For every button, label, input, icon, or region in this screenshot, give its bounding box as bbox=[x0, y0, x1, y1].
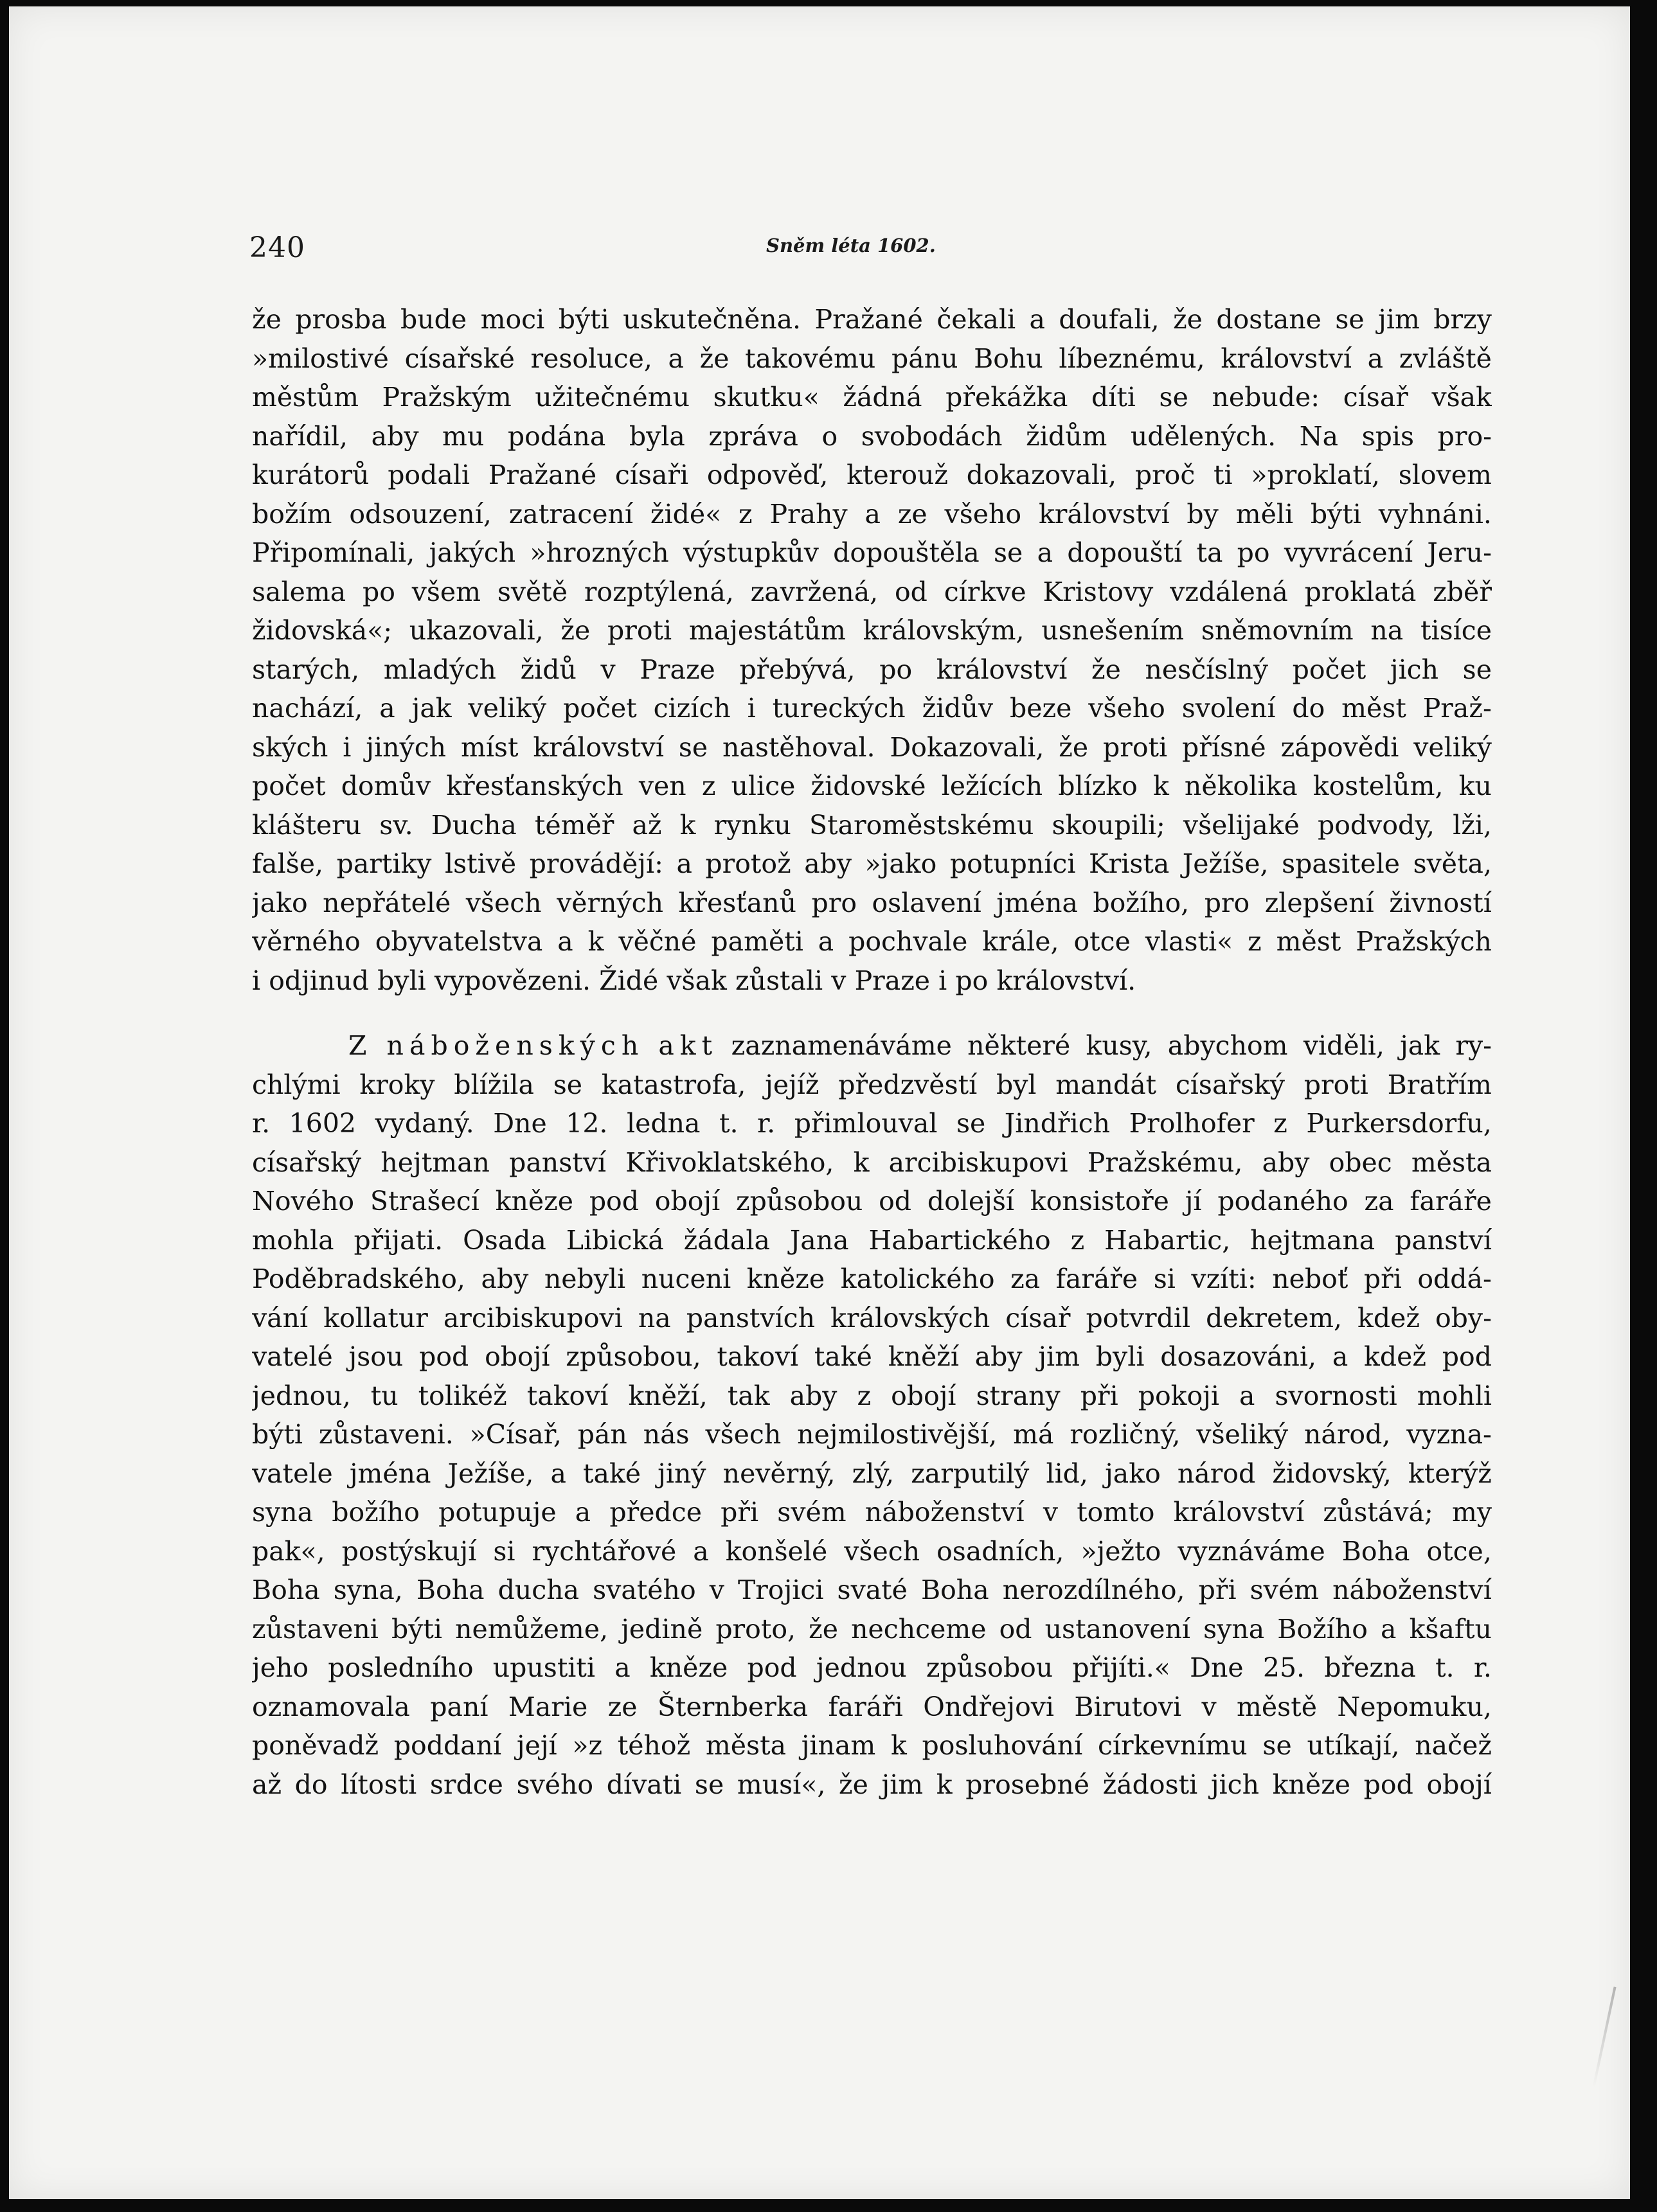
text-line: vatele jména Ježíše, a také jiný nevěrný, zlý, zarputilý lid, jako národ židovský, kterýž bbox=[252, 1458, 1492, 1489]
text-line bbox=[252, 1026, 1492, 1066]
text-line: že prosba bude moci býti uskutečněna. Pražané čekali a doufali, že dostane se jim brzy bbox=[252, 304, 1492, 335]
text-line: počet domův křesťanských ven z ulice židovské ležících blízko k několika kostelům, ku bbox=[252, 771, 1492, 801]
text-line: »milostivé císařské resoluce, a že takovému pánu Bohu líbeznému, království a zvláště bbox=[252, 343, 1492, 374]
text-line: Připomínali, jakých »hrozných výstupkův dopouštěla se a dopouští ta po vyvrácení Jeru- bbox=[252, 537, 1492, 568]
text-line: Nového Strašecí kněze pod obojí způsobou od dolejší konsistoře jí podaného za faráře bbox=[252, 1186, 1492, 1217]
text-line: božím odsouzení, zatracení židé« z Prahy a ze všeho království by měli býti vyhnáni. bbox=[252, 498, 1492, 530]
text-line: kurátorů podali Pražané císaři odpověď, kterouž dokazovali, proč ti »proklatí, slovem bbox=[252, 459, 1492, 490]
text-line: r. 1602 vydaný. Dne 12. ledna t. r. přimlouval se Jindřich Prolhofer z Purkersdorfu, bbox=[252, 1108, 1492, 1139]
text-line: židovská«; ukazovali, že proti majestátům královským, usnešením sněmovním na tisíce bbox=[252, 615, 1492, 646]
pencil-mark bbox=[1592, 1986, 1616, 2087]
text-line: jeho posledního upustiti a kněze pod jednou způsobou přijíti.« Dne 25. března t. r. bbox=[252, 1652, 1492, 1683]
body-text bbox=[252, 300, 1492, 1804]
text-line: věrného obyvatelstva a k věčné paměti a pochvale krále, otce vlasti« z měst Pražských bbox=[252, 926, 1492, 957]
text-line: klášteru sv. Ducha téměř až k rynku Staroměstskému skoupili; všelijaké podvody, lži, bbox=[252, 809, 1492, 841]
line-rest: zaznamenáváme některé kusy, abychom viděli, jak ry- bbox=[731, 1030, 1492, 1061]
text-line: vání kollatur arcibiskupovi na panstvích královských císař potvrdil dekretem, kdež oby- bbox=[252, 1302, 1492, 1333]
text-line: zůstaveni býti nemůžeme, jedině proto, že nechceme od ustanovení syna Božího a kšaftu bbox=[252, 1613, 1492, 1645]
text-line: pak«, postýskují si rychtářové a konšelé všech osadních, »ježto vyznáváme Boha otce, bbox=[252, 1535, 1492, 1567]
spaced-phrase: Z náboženských akt bbox=[348, 1030, 719, 1061]
page-number: 240 bbox=[249, 231, 305, 264]
text-line: Boha syna, Boha ducha svatého v Trojici svaté Boha nerozdílného, při svém náboženství bbox=[252, 1574, 1492, 1605]
text-line: městům Pražským užitečnému skutku« žádná překážka díti se nebude: císař však bbox=[252, 382, 1492, 413]
text-line: ských i jiných míst království se nastěhoval. Dokazovali, že proti přísné zápovědi veliký bbox=[252, 731, 1492, 763]
text-line: falše, partiky lstivě provádějí: a protož aby »jako potupníci Krista Ježíše, spasitele světa, bbox=[252, 848, 1492, 879]
text-line: až do lítosti srdce svého dívati se musí«, že jim k prosebné žádosti jich kněze pod obojí bbox=[252, 1769, 1492, 1800]
text-line: syna božího potupuje a předce při svém náboženství v tomto království zůstává; my bbox=[252, 1497, 1492, 1528]
running-title: Sněm léta 1602. bbox=[766, 235, 936, 256]
text-line: salema po všem světě rozptýlená, zavržená, od církve Kristovy vzdálená proklatá zběř bbox=[252, 576, 1492, 607]
text-line: poněvadž poddaní její »z téhož města jinam k posluhování církevnímu se utíkají, načež bbox=[252, 1730, 1492, 1761]
text-line: Poděbradského, aby nebyli nuceni kněze katolického za faráře si vzíti: neboť při oddá- bbox=[252, 1263, 1492, 1294]
text-line: chlými kroky blížila se katastrofa, jejíž předzvěstí byl mandát císařský proti Bratřím bbox=[252, 1069, 1492, 1100]
text-line: císařský hejtman panství Křivoklatského, k arcibiskupovi Pražskému, aby obec města bbox=[252, 1146, 1492, 1178]
text-line: nařídil, aby mu podána byla zpráva o svobodách židům udělených. Na spis pro- bbox=[252, 420, 1492, 452]
paragraph-1 bbox=[252, 300, 1492, 1000]
paragraph-2 bbox=[252, 1026, 1492, 1804]
text-line: oznamovala paní Marie ze Šternberka faráři Ondřejovi Birutovi v městě Nepomuku, bbox=[252, 1691, 1492, 1722]
text-line: býti zůstaveni. »Císař, pán nás všech nejmilostivější, má rozličný, všeliký národ, vyzna- bbox=[252, 1419, 1492, 1450]
text-line: mohla přijati. Osada Libická žádala Jana Habartického z Habartic, hejtmana panství bbox=[252, 1224, 1492, 1256]
text-line: nachází, a jak veliký počet cizích i tureckých židův beze všeho svolení do měst Praž- bbox=[252, 693, 1492, 724]
text-line: starých, mladých židů v Praze přebývá, po království že nesčíslný počet jich se bbox=[252, 654, 1492, 685]
text-line: jednou, tu tolikéž takoví kněží, tak aby z obojí strany při pokoji a svornosti mohli bbox=[252, 1380, 1492, 1411]
text-line: vatelé jsou pod obojí způsobou, takoví také kněží aby jim byli dosazováni, a kdež pod bbox=[252, 1341, 1492, 1372]
text-line: i odjinud byli vypovězeni. Židé však zůstali v Praze i po království. bbox=[252, 965, 1136, 996]
text-line: jako nepřátelé všech věrných křesťanů pro oslavení jména božího, pro zlepšení živností bbox=[252, 887, 1492, 918]
book-page bbox=[9, 6, 1630, 2199]
